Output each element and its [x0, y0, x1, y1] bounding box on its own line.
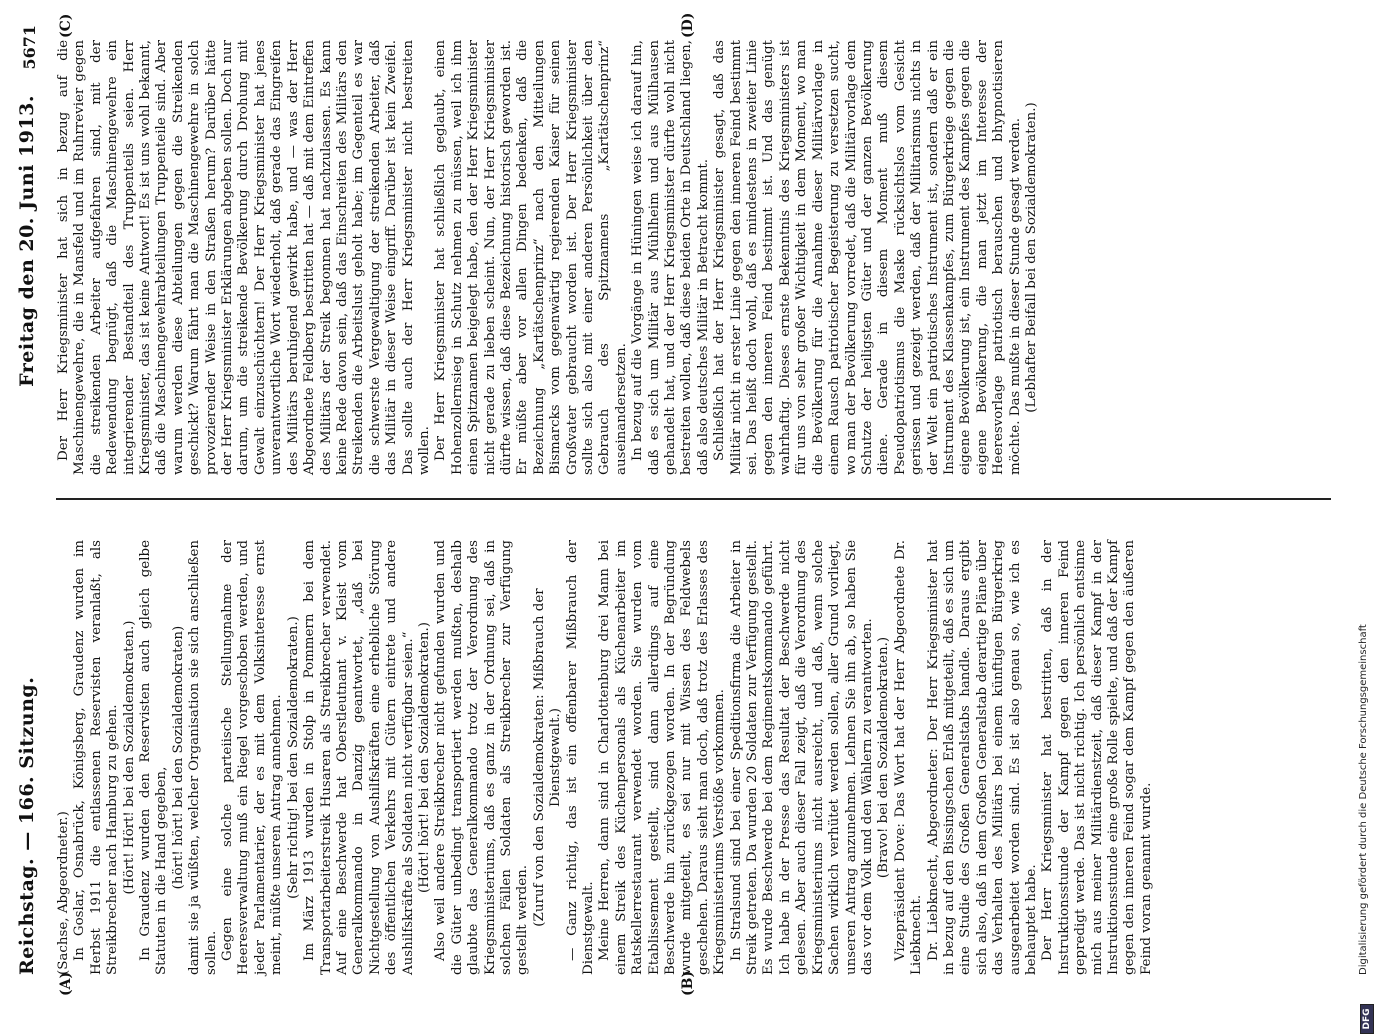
right-text-column — [56, 40, 1326, 475]
right-column-paragraph: Der Herr Kriegsminister hat sich in bezug auf die Maschinengewehre, die in Mansfeld und im Ruhrrevier gegen die streikenden Arbeiter aufgefahren sind, mit der Redewendung begnügt, daß die Maschinengewehre ein integrierender Bestandteil des Truppenteils seien. Herr Kriegsminister, das ist keine Antwort! Es ist uns wohl bekannt, daß die Maschinengewehrabteilungen Truppenteile sind. Aber warum werden diese Abteilungen gegen die Streikenden geschickt? Warum fährt man die Maschinengewehre in solch provozierender Weise in den Straßen herum? Darüber hätte der Herr Kriegsminister Erklärungen abgeben sollen. Doch nur darum, um die streikende Bevölkerung durch Drohung mit Gewalt einzuschüchtern! Der Herr Kriegsminister hat jenes unverantwortliche Wort wiederholt, daß gerade das Eingreifen des Militärs beruhigend gewirkt habe, und — was der Herr Abgeordnete Feldberg bestritten hat — daß mit dem Eintreffen des Militärs der Streik begonnen hat nachzulassen. Es kann keine Rede davon sein, daß das Einschreiten des Militärs den Streikenden die Arbeitslust geholt habe; im Gegenteil es war die schwerste Vergewaltigung der streikenden Arbeiter, daß das Militär in dieser Weise eingriff. Darüber ist kein Zweifel. Das sollte auch der Herr Kriegsminister nicht bestreiten wollen. — [56, 40, 432, 475]
left-column-paragraph: In Stralsund sind bei einer Speditionsfirma die Arbeiter in Streik getreten. Da wurden 20 Soldaten zur Verfügung gestellt. Es wurde Beschwerde bei dem Regimentskommando geführt. Ich habe in der Presse das Resultat der Beschwerde nicht gelesen. Aber auch dieser Fall zeigt, daß die Verordnung des Kriegsministeriums nicht ausreicht, und daß, wenn solche Sachen wirklich verhütet werden sollen, aller Grund vorliegt, unseren Antrag anzunehmen. Lehnen Sie ihn ab, so haben Sie das vor dem Volk und den Wählern zu verantworten. — [728, 540, 875, 975]
left-column-paragraph: In Graudenz wurden den Reservisten auch gleich gelbe Statuten in die Hand gegeben, — [138, 540, 170, 975]
dfg-logo: DFG — [1360, 1004, 1374, 1034]
right-column-paragraph: (Lebhafter Beifall bei den Sozialdemokraten.) — [1023, 102, 1039, 413]
left-column-paragraph: (Zuruf von den Sozialdemokraten: Mißbrauch der Dienstgewalt.) — [531, 588, 564, 927]
left-column-paragraph: (Hört! Hört! bei den Sozialdemokraten.) — [121, 620, 137, 895]
left-column-paragraph: Vizepräsident Dove: Das Wort hat der Herr Abgeordnete Dr. Liebknecht. — [892, 540, 925, 975]
left-column-paragraph: Meine Herren, dann sind in Charlottenburg drei Mann bei einem Streik des Küchenpersonals als Küchenarbeiter im Ratskellerrestaurant verwendet worden. Sie wurden vom Etablissement gestellt, sind dann allerdings auf eine Beschwerde hin zurückgezogen worden. In der Begründung wurde mitgeteilt, es sei nur mit Wissen des Feldwebels geschehen. Daraus sieht man doch, daß trotz des Erlasses des Kriegsministeriums Verstöße vorkommen. — [597, 540, 728, 975]
left-column-paragraph: Der Herr Kriegsminister hat bestritten, daß in der Instruktionsstunde der Kampf gegen den inneren Feind gepredigt werde. Das ist nicht richtig. Ich persönlich entsinne mich aus meiner Militärdienstzeit, daß dieser Kampf in der Instruktionsstunde eine große Rolle spielte, und daß der Kampf gegen den inneren Feind sogar dem Kampf gegen den äußeren Feind voran genannt wurde. — [1040, 540, 1154, 975]
right-column-paragraph: In bezug auf die Vorgänge in Hüningen weise ich darauf hin, daß es sich um Militär aus Mühlheim und aus Mülhausen gehandelt hat, und der Herr Kriegsminister dürfte wohl nicht bestreiten wollen, daß diese beiden Orte in Deutschland liegen, daß also deutsches Militär in Betracht kommt. — [630, 40, 711, 475]
margin-marker-d: (D) — [680, 12, 696, 38]
left-column-paragraph: damit sie ja wüßten, welcher Organisation sie sich anschließen sollen. — [187, 540, 219, 975]
column-divider — [56, 498, 1331, 500]
left-column-paragraph: — Ganz richtig, das ist ein offenbarer Mißbrauch der Dienstgewalt. — [564, 540, 596, 975]
left-column-paragraph: (hört! hört! bei den Sozialdemokraten) — [170, 625, 186, 890]
left-column-paragraph: Dr. Liebknecht, Abgeordneter: Der Herr Kriegsminister hat in bezug auf den Bissingschen Erlaß mitgeteilt, daß es sich um eine Studie des Großen Generalstabs handle. Daraus ergibt sich also, daß in dem Großen Generalstab derartige Pläne über das Verhalten des Militärs bei einem künftigen Bürgerkrieg ausgearbeitet worden sind. Es ist also genau so, wie ich es behauptet habe. — [925, 540, 1039, 975]
left-column-paragraph: In Goslar, Osnabrück, Königsberg, Graudenz wurden im Herbst 1911 die entlassenen Reservisten veranlaßt, als Streikbrecher nach Hamburg zu gehen. — [72, 540, 121, 975]
right-column-paragraph: Schließlich hat der Herr Kriegsminister gesagt, daß das Militär nicht in erster Linie gegen den inneren Feind bestimmt sei. Das heißt doch wohl, daß es mindestens in zweiter Linie gegen den inneren Feind bestimmt ist. Und das genügt wahrhaftig. Dieses ernste Bekenntnis des Kriegsministers ist für uns von sehr großer Wichtigkeit in dem Moment, wo man die Bevölkerung für die Annahme dieser Militärvorlage in einem Rausch patriotischer Begeisterung zu versetzen sucht, wo man der Bevölkerung vorredet, daß die Militärvorlage dem Schutze der heiligsten Güter und der ganzen Bevölkerung diene. Gerade in diesem Moment muß diesem Pseudopatriotismus die Maske rücksichtslos vom Gesicht gerissen und gezeigt werden, daß der Militarismus nichts in der Welt ein patriotisches Instrument ist, sondern daß er ein Instrument des Klassenkampfes, zum Bürgerkriege gegen die eigene Bevölkerung ist, ein Instrument des Kampfes gegen die eigene Bevölkerung, die man jetzt im Interesse der Heeresvorlage patriotisch berauschen und bhypnotisieren möchte. Das mußte in dieser Stunde gesagt werden. — [712, 40, 1023, 475]
left-column-paragraph: (Bravo! bei den Sozialdemokraten.) — [876, 636, 892, 879]
right-column-paragraph: Der Herr Kriegsminister hat schließlich geglaubt, einen Hohenzollernsieg in Schutz nehmen zu müssen, weil ich ihm einen Spitznamen beigelegt habe, den der Herr Kriegsminister nicht gerade zu lieben scheint. Nun, der Herr Kriegsminister dürfte wissen, daß diese Bezeichnung historisch geworden ist. Er müßte aber vor allen Dingen bedenken, daß die Bezeichnung „Kartätschenprinz“ nach den Mitteilungen Bismarcks vom gegenwärtig regierenden Kaiser für seinen Großvater gebraucht worden ist. Der Herr Kriegsminister sollte sich also mit einer anderen Persönlichkeit über den Gebrauch des Spitznamens „Kartätschenprinz“ auseinandersetzen. — [433, 40, 629, 475]
page-header — [10, 25, 50, 975]
header-right-date: Freitag den 20. Juni 1913. — [16, 95, 38, 387]
left-text-column — [56, 540, 1326, 975]
digitization-credit: Digitalisierung gefördert durch die Deutsche Forschungsgemeinschaft — [1358, 624, 1369, 975]
header-left-title: Reichstag. — 166. Sitzung. — [16, 676, 38, 975]
left-column-paragraph: (Sehr richtig! bei den Sozialdemokraten.) — [285, 616, 301, 899]
margin-marker-a: (A) — [58, 971, 74, 996]
left-column-paragraph: (Sachse, Abgeordneter.) — [56, 811, 71, 975]
left-column-paragraph: Gegen eine solche parteiische Stellungnahme der Heeresverwaltung muß ein Riegel vorgeschoben werden, und jeder Parlamentarier, der es mit dem Volksinteresse ernst meint, müßte unseren Antrag annehmen. — [220, 540, 285, 975]
margin-marker-c: (C) — [58, 13, 74, 38]
left-column-paragraph: Also weil andere Streikbrecher nicht gefunden wurden und die Güter unbedingt transportiert werden mußten, deshalb glaubte das Generalkommando trotz der Verordnung des Kriegsministeriums, daß es ganz in der Ordnung sei, daß in solchen Fällen Soldaten als Streikbrecher zur Verfügung gestellt werden. — [433, 540, 531, 975]
margin-marker-b: (B) — [680, 970, 696, 996]
left-column-paragraph: (Hört! hört! bei den Sozialdemokraten.) — [416, 622, 432, 893]
left-column-paragraph: Im März 1913 wurden in Stolp in Pommern bei dem Transportarbeiterstreik Husaren als Streikbrecher verwendet. Auf eine Beschwerde hat Oberstleutnant v. Kleist vom Generalkommando in Danzig geantwortet, „daß bei Nichtgestellung von Aushilfskräften eine erhebliche Störung des öffentlichen Verkehrs mit Gütern eintrete und andere Aushilfskräfte als Soldaten nicht verfügbar seien.“ — [302, 540, 416, 975]
page-number: 5671 — [20, 25, 39, 70]
